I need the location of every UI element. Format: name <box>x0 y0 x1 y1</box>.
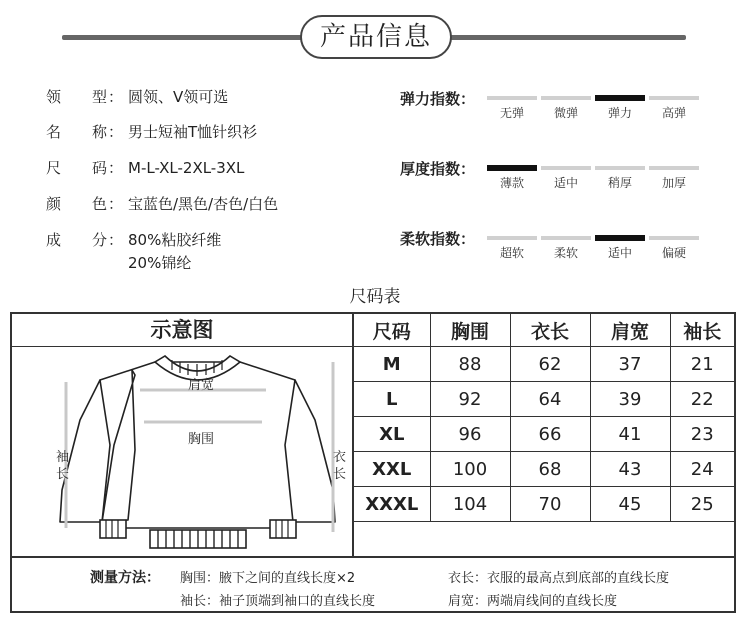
info-value: 圆领、V领可选 <box>128 88 229 106</box>
size-table <box>354 314 734 522</box>
divider-horizontal <box>12 556 734 558</box>
table-row: XL 96 66 41 23 <box>354 417 734 452</box>
header-line-left <box>62 35 302 40</box>
label-sleeve-1: 袖 <box>56 450 70 465</box>
index-segment <box>595 166 645 170</box>
index-option: 柔软 <box>553 246 578 260</box>
index-option: 适中 <box>607 246 632 260</box>
index-option: 偏硬 <box>661 246 686 260</box>
info-value: 80%粘胶纤维 <box>128 231 222 249</box>
table-row: XXL 100 68 43 24 <box>354 452 734 487</box>
label-shoulder: 肩宽 <box>188 378 215 393</box>
header-sleeve: 袖长 <box>670 314 734 347</box>
index-segment <box>649 236 699 240</box>
measurement-chest: 胸围：腋下之间的直线长度×2 <box>180 571 356 586</box>
header-line-right <box>446 35 686 40</box>
info-value: M-L-XL-2XL-3XL <box>128 159 245 177</box>
header-chest: 胸围 <box>430 314 510 347</box>
header-shoulder: 肩宽 <box>590 314 670 347</box>
info-value: 20%锦纶 <box>128 254 192 272</box>
index-option: 高弹 <box>661 106 686 120</box>
info-value: 宝蓝色/黑色/杏色/白色 <box>128 195 279 213</box>
label-length-2: 长 <box>333 467 347 482</box>
info-value: 男士短袖T恤针织衫 <box>128 123 258 141</box>
label-sleeve-2: 长 <box>56 467 70 482</box>
index-segment <box>541 166 591 170</box>
index-segment <box>487 96 537 100</box>
label-chest: 胸围 <box>188 432 215 447</box>
sweater-right-cuff <box>270 520 296 538</box>
index-segment <box>541 236 591 240</box>
page-title: 产品信息 <box>300 15 452 59</box>
index-option: 稍厚 <box>607 176 632 190</box>
index-option: 加厚 <box>661 176 686 190</box>
index-option: 薄款 <box>499 176 524 190</box>
index-option: 超软 <box>499 246 524 260</box>
table-row: L 92 64 39 22 <box>354 382 734 417</box>
diagram-title: 示意图 <box>12 314 352 347</box>
sweater-right-sleeve <box>285 380 335 522</box>
header-length: 衣长 <box>510 314 590 347</box>
index-segment <box>649 166 699 170</box>
index-segment <box>541 96 591 100</box>
sweater-left-cuff <box>100 520 126 538</box>
size-chart-caption: 尺码表 <box>349 287 401 307</box>
index-option: 弹力 <box>607 106 632 120</box>
measurement-title: 测量方法： <box>90 570 160 586</box>
header-size: 尺码 <box>354 314 430 347</box>
label-length-1: 衣 <box>333 450 347 465</box>
index-label: 厚度指数： <box>400 160 476 178</box>
index-segment <box>487 236 537 240</box>
index-label: 柔软指数： <box>400 230 476 248</box>
index-segment <box>649 96 699 100</box>
index-option: 无弹 <box>499 106 524 120</box>
table-header-row <box>354 314 734 347</box>
table-row: XXXL 104 70 45 25 <box>354 487 734 522</box>
measurement-length: 衣长：衣服的最高点到底部的直线长度 <box>448 571 670 586</box>
index-segment-selected <box>595 95 645 101</box>
table-row: M 88 62 37 21 <box>354 347 734 382</box>
measurement-shoulder: 肩宽：两端肩线间的直线长度 <box>448 594 618 609</box>
index-label: 弹力指数： <box>400 90 476 108</box>
index-option: 适中 <box>553 176 578 190</box>
index-segment-selected <box>595 235 645 241</box>
index-segment-selected <box>487 165 537 171</box>
measurement-sleeve: 袖长：袖子顶端到袖口的直线长度 <box>180 594 376 609</box>
index-option: 微弹 <box>553 106 578 120</box>
